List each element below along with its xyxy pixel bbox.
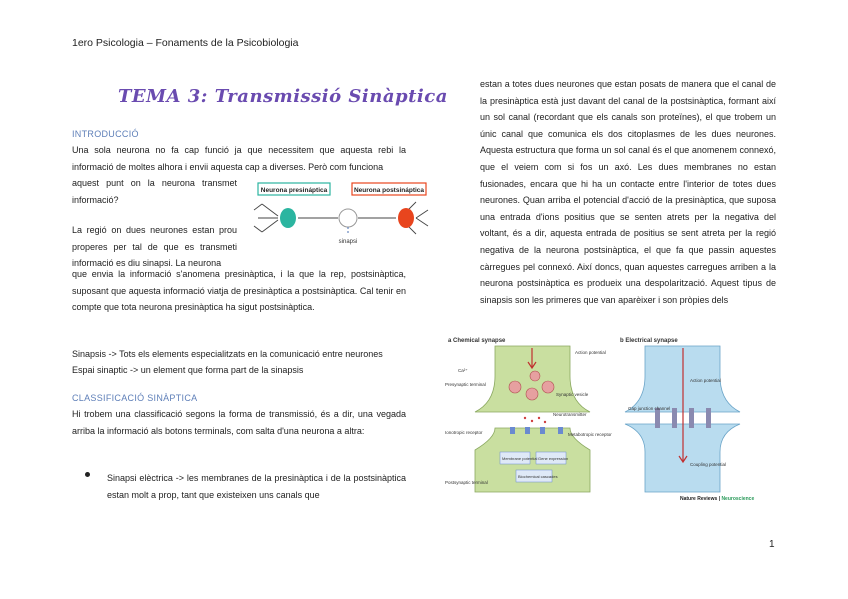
bullet-dot	[85, 472, 90, 477]
credit-neuroscience: Neuroscience	[721, 496, 755, 502]
presynaptic-soma	[280, 208, 296, 228]
definition-espai-sinaptic: Espai sinaptic -> un element que forma part de la sinapsis	[72, 365, 304, 375]
postsynaptic-label: Neurona postsináptica	[353, 187, 425, 194]
label-postsynaptic-terminal: Postsynaptic terminal	[445, 480, 488, 485]
postsynaptic-soma	[398, 208, 414, 228]
intro-paragraph-2-cont: que envia la informació s'anomena presinàptica, i la que la rep, postsinàptica, suposant que aquesta informació viatja de presinàptica a postsinàptica. Cal tenir en compte que tota neurona presinàptica ha sigut postsinàptica.	[72, 269, 406, 313]
label-biochemical-cascades: Biochemical cascades	[518, 474, 558, 479]
neurotransmitter-dots	[524, 417, 546, 423]
label-action-potential-a: Action potential	[575, 350, 606, 355]
synapse-types-figure	[440, 332, 770, 504]
section-heading-classificacio: CLASSIFICACIÓ SINÀPTICA	[72, 393, 198, 403]
label-synaptic-vesicle: Synaptic vesicle	[556, 392, 589, 397]
label-ionotropic-receptor: Ionotropic receptor	[445, 430, 483, 435]
neuron-synapse-figure	[248, 180, 430, 246]
section-heading-introduccio: INTRODUCCIÓ	[72, 129, 139, 139]
figure-credit	[680, 496, 754, 502]
label-neurotransmitter: Neurotransmitter	[553, 412, 587, 417]
label-membrane-potential: Membrane potential	[502, 456, 538, 461]
label-action-potential-b: Action potential	[690, 378, 721, 383]
panel-b-title: b Electrical synapse	[620, 338, 678, 344]
intro-paragraph-2: La regió on dues neurones estan prou properes per tal de que es transmeti informació es diu sinapsi. La neurona	[72, 225, 237, 269]
label-gap-junction: Gap junction channel	[628, 406, 671, 411]
credit-nature-reviews: Nature Reviews	[680, 496, 718, 502]
label-ca: Ca²⁺	[458, 368, 468, 373]
classificacio-paragraph: Hi trobem una classificació segons la forma de transmissió, és a dir, una vegada arriba la informació als botons terminals, com salta d'una neurona a altra:	[72, 409, 406, 436]
label-presynaptic-terminal: Presynaptic terminal	[445, 382, 486, 387]
intro-paragraph-1-cont: aquest punt on la neurona transmet informació?	[72, 178, 237, 205]
credit-separator: |	[717, 496, 722, 502]
definition-sinapsis: Sinapsis -> Tots els elements especialitzats en la comunicació entre neurones	[72, 349, 383, 359]
right-column-paragraph: estan a totes dues neurones que estan posats de manera que el canal de la presinàptica està just davant del canal de la postsinàptica, formant així un sol canal (recordant que els canals son proteïnes), el que trobem un únic canal que comunica els dos citoplasmes de les dues neurones. Aquesta estructura que forma un sol canal és el que anomenem connexó, que el veiem com si fos un axó. Les dues membranes no estan fusionades, encara que hi ha un contacte entre l'interior de totes dues neurones. Quan arriba el potencial d'acció de la presinàptica, que suposa una entrada d'ions positius que se senten atrets per la negativa del voltant, és a dir, aquesta entrada de positius se sent atreta per la regió negativa de la neurona postsinàptica, el que fa que passin aquestes càrregues pel connexó. Així doncs, quan aquestes carregues arriben a la neurona postsinàptica es produeix una despolarització. Aquest tipus de sinapsis son les primeres que van aparèixer i son pròpies dels	[480, 79, 776, 305]
page-header: 1ero Psicologia – Fonaments de la Psicobiologia	[72, 37, 299, 49]
intro-paragraph-1: Una sola neurona no fa cap funció ja que necessitem que aquesta rebi la informació de moltes alhora i envii aquesta cap a diverses. Però com funciona	[72, 145, 406, 172]
presynaptic-label: Neurona presináptica	[260, 187, 328, 194]
label-metabotropic-receptor: Metabotropic receptor	[568, 432, 612, 437]
synapse-label: sinapsi	[338, 239, 358, 245]
synapse-circle	[339, 209, 357, 227]
page-title: TEMA 3: Transmissió Sinàptica	[118, 86, 448, 107]
bullet-sinapsi-electrica: Sinapsi elèctrica -> les membranes de la presinàptica i de la postsinàptica estan molt a prop, tant que existeixen uns canals que	[107, 473, 406, 500]
label-coupling-potential: Coupling potential	[690, 462, 727, 467]
page-number: 1	[769, 539, 775, 550]
panel-a-title: a Chemical synapse	[448, 338, 506, 344]
label-gene-expression: Gene expression	[538, 456, 569, 461]
